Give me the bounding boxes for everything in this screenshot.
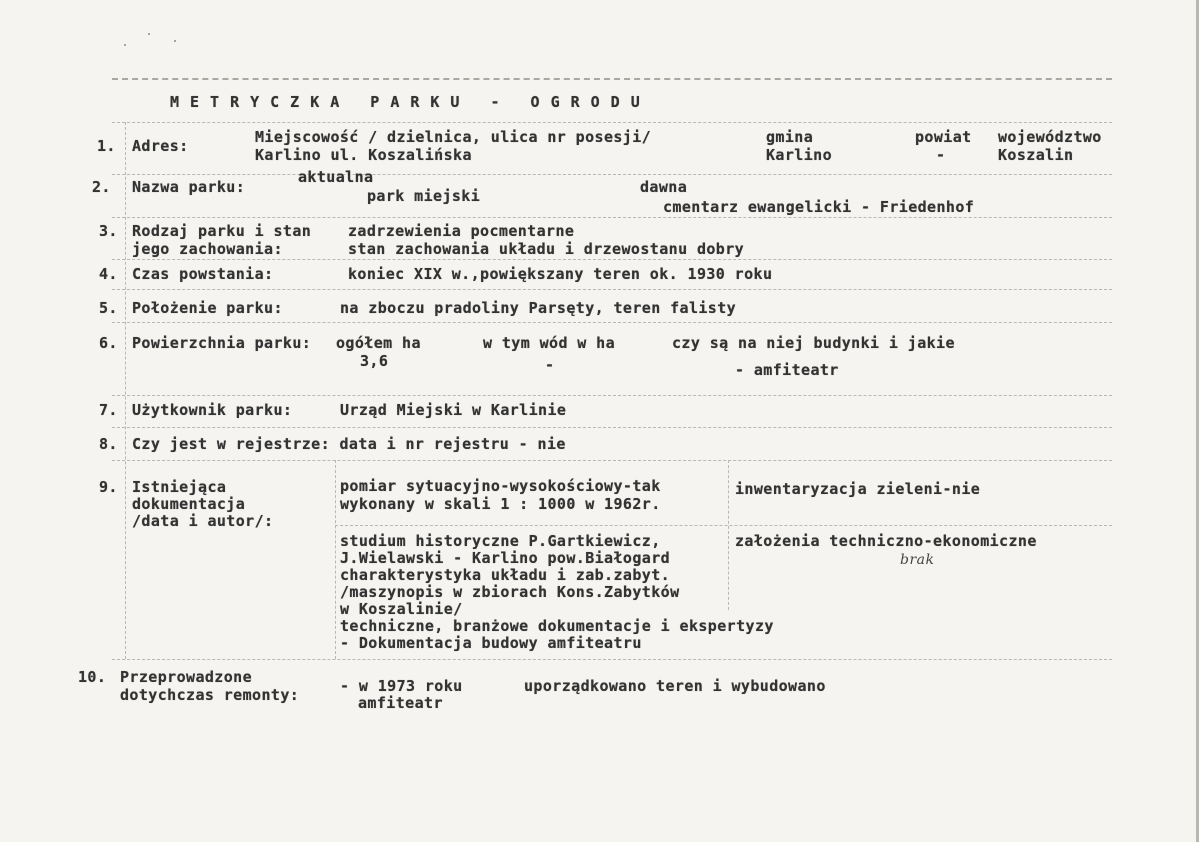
- wojewodztwo-label: województwo: [998, 128, 1102, 146]
- row-5-label: Położenie parku:: [132, 299, 283, 317]
- row-6-number: 6.: [99, 334, 118, 352]
- rule-9: [112, 460, 1112, 461]
- row-2-label: Nazwa parku:: [132, 178, 246, 196]
- address-header: Miejscowość / dzielnica, ulica nr posesji/: [255, 128, 652, 146]
- rule-3: [112, 217, 1112, 218]
- techniczne-line-1: techniczne, branżowe dokumentacje i ekspertyzy: [340, 617, 774, 635]
- rule-7: [112, 395, 1112, 396]
- handwritten-brak: brak: [900, 552, 935, 568]
- ogolem-label: ogółem ha: [336, 334, 421, 352]
- rule-left: [125, 122, 126, 659]
- wojewodztwo-value: Koszalin: [998, 146, 1074, 164]
- row-3-number: 3.: [99, 222, 118, 240]
- row-2-number: 2.: [92, 178, 111, 196]
- row-10-number: 10.: [78, 668, 107, 686]
- row-9-label-3: /data i autor/:: [132, 512, 274, 530]
- row-3-value-1: zadrzewienia pocmentarne: [348, 222, 575, 240]
- card-title: METRYCZKA PARKU - OGRODU: [170, 93, 651, 111]
- row-3-label-1: Rodzaj parku i stan: [132, 222, 312, 240]
- studium-line-1: studium historyczne P.Gartkiewicz,: [340, 532, 661, 550]
- address-value: Karlino ul. Koszalińska: [255, 146, 472, 164]
- studium-line-3: charakterystyka układu i zab.zabyt.: [340, 566, 671, 584]
- speck: [124, 44, 126, 46]
- row-9-label-1: Istniejąca: [132, 478, 227, 496]
- rule-6: [112, 322, 1112, 323]
- row-10-value-2: amfiteatr: [358, 694, 443, 712]
- techniczne-line-2: - Dokumentacja budowy amfiteatru: [340, 634, 642, 652]
- top-rule: [112, 78, 1112, 80]
- row-7-label: Użytkownik parku:: [132, 401, 293, 419]
- row-10-label-1: Przeprowadzone: [120, 668, 253, 686]
- ogolem-value: 3,6: [360, 352, 389, 370]
- gmina-value: Karlino: [766, 146, 833, 164]
- row-4-number: 4.: [99, 265, 118, 283]
- row-1-number: 1.: [97, 137, 116, 155]
- row-4-value: koniec XIX w.,powiększany teren ok. 1930 roku: [348, 265, 773, 283]
- rule-4: [112, 259, 1112, 260]
- row-5-number: 5.: [99, 299, 118, 317]
- row-3-value-2: stan zachowania układu i drzewostanu dobry: [348, 240, 745, 258]
- row-9-number: 9.: [99, 478, 118, 496]
- studium-line-2: J.Wielawski - Karlino pow.Białogard: [340, 549, 671, 567]
- rule-mid: [335, 460, 336, 659]
- row-7-number: 7.: [99, 401, 118, 419]
- rule-1: [112, 122, 1112, 123]
- rule-9a: [335, 525, 1112, 526]
- row-10-value-3: uporządkowano teren i wybudowano: [524, 677, 826, 695]
- powiat-value: -: [936, 146, 946, 164]
- row-1-label: Adres:: [132, 137, 189, 155]
- wody-label: w tym wód w ha: [483, 334, 616, 352]
- row-8-number: 8.: [99, 435, 118, 453]
- dawna-value: cmentarz ewangelicki - Friedenhof: [663, 198, 975, 216]
- budynki-label: czy są na niej budynki i jakie: [672, 334, 955, 352]
- rule-10: [112, 659, 1112, 660]
- inwentaryzacja: inwentaryzacja zieleni-nie: [735, 480, 981, 498]
- budynki-value: - amfiteatr: [735, 361, 839, 379]
- powiat-label: powiat: [915, 128, 972, 146]
- aktualna-label: aktualna: [298, 168, 374, 186]
- row-5-value: na zboczu pradoliny Parsęty, teren falisty: [340, 299, 737, 317]
- aktualna-value: park miejski: [367, 187, 481, 205]
- row-4-label: Czas powstania:: [132, 265, 274, 283]
- row-3-label-2: jego zachowania:: [132, 240, 283, 258]
- speck: [148, 33, 150, 35]
- studium-line-4: /maszynopis w zbiorach Kons.Zabytków: [340, 583, 680, 601]
- row-10-value-1: - w 1973 roku: [340, 677, 463, 695]
- row-6-label: Powierzchnia parku:: [132, 334, 312, 352]
- row-7-value: Urząd Miejski w Karlinie: [340, 401, 567, 419]
- row-9-label-2: dokumentacja: [132, 495, 246, 513]
- row-8-value: Czy jest w rejestrze: data i nr rejestru - nie: [132, 435, 566, 453]
- rule-5: [112, 289, 1112, 290]
- speck: [174, 40, 176, 42]
- rule-right: [728, 460, 729, 610]
- wody-value: -: [545, 356, 555, 374]
- pomiar-line-2: wykonany w skali 1 : 1000 w 1962r.: [340, 495, 661, 513]
- pomiar-line-1: pomiar sytuacyjno-wysokościowy-tak: [340, 477, 661, 495]
- dawna-label: dawna: [640, 178, 688, 196]
- studium-line-5: w Koszalinie/: [340, 600, 463, 618]
- row-10-label-2: dotychczas remonty:: [120, 686, 300, 704]
- zalozenia: założenia techniczno-ekonomiczne: [735, 532, 1037, 550]
- rule-2: [112, 174, 1112, 175]
- gmina-label: gmina: [766, 128, 814, 146]
- rule-8: [112, 427, 1112, 428]
